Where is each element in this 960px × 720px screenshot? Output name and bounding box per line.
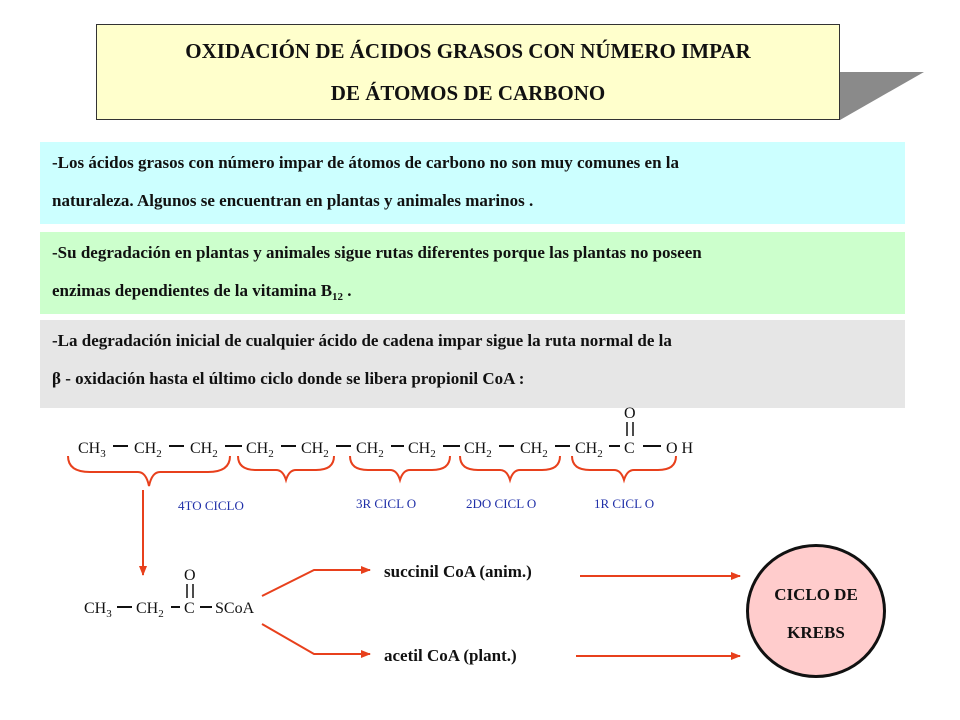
fatty-acid-chain (78, 405, 694, 460)
acetil-coa-label: acetil CoA (plant.) (384, 646, 517, 665)
krebs-line-1: CICLO DE (774, 585, 858, 604)
krebs-cycle-circle (746, 544, 886, 678)
cycle-braces (68, 456, 676, 486)
beta-symbol: β (52, 369, 61, 388)
title-line-2: DE ÁTOMOS DE CARBONO (330, 81, 606, 105)
label-3r-ciclo: 3R CICL O (356, 496, 417, 511)
chain-ch2-7: $CH_2$ (464, 440, 492, 460)
paragraph-1-line-1: -Los ácidos grasos con número impar de átomos de carbono no son muy comunes en la (52, 153, 679, 172)
chain-ch2-9: $CH_2$ (575, 440, 603, 460)
chain-ch2-6: $CH_2$ (408, 440, 436, 460)
label-1r-ciclo: 1R CICL O (594, 496, 655, 511)
prop-o: O (184, 567, 196, 584)
paragraph-2-line-1: -Su degradación en plantas y animales sigue rutas diferentes porque las plantas no poseen (52, 243, 702, 262)
title-box (96, 24, 840, 120)
chain-ch2-1: $CH_2$ (134, 440, 162, 460)
succinil-coa-label: succinil CoA (anim.) (384, 562, 532, 581)
paragraph-2-text: enzimas dependientes de la vitamina B (52, 281, 333, 300)
arrow-to-acetil (262, 624, 370, 654)
paragraph-3-line-1: -La degradación inicial de cualquier ácido de cadena impar sigue la ruta normal de la (52, 331, 672, 350)
label-2do-ciclo: 2DO CICL O (466, 496, 537, 511)
label-4to-ciclo: 4TO CICLO (178, 498, 244, 513)
chain-ch2-8: $CH_2$ (520, 440, 548, 460)
paragraph-3-text: - oxidación hasta el último ciclo donde se libera propionil CoA : (60, 369, 525, 388)
chain-ch2-4: $CH_2$ (301, 440, 329, 460)
propionyl-coa (84, 567, 255, 620)
chain-ch3: $CH_3$ (78, 440, 106, 460)
prop-c: C (184, 600, 195, 617)
prop-ch2: $CH_2$ (136, 600, 164, 620)
chain-carbonyl-c: C (624, 440, 635, 457)
chain-carbonyl-o: O (624, 405, 636, 422)
chain-ch2-5: $CH_2$ (356, 440, 384, 460)
cycle-labels (178, 496, 654, 513)
chain-ch2-3: $CH_2$ (246, 440, 274, 460)
brace-segment-a (238, 456, 334, 480)
chain-oh: O H (666, 440, 694, 457)
brace-1r-ciclo (572, 456, 676, 480)
vitamin-subscript: 12 (332, 291, 344, 303)
brace-4to-ciclo (68, 456, 230, 486)
prop-scoa: SCoA (215, 600, 255, 617)
prop-ch3: $CH_3$ (84, 600, 112, 620)
paragraph-2-end: . (343, 281, 352, 300)
krebs-line-2: KREBS (787, 623, 845, 642)
paragraph-1-line-2: naturaleza. Algunos se encuentran en plantas y animales marinos . (52, 191, 534, 210)
chain-ch2-2: $CH_2$ (190, 440, 218, 460)
title-line-1: OXIDACIÓN DE ÁCIDOS GRASOS CON NÚMERO IMPAR (185, 39, 751, 63)
arrow-to-succinil (262, 570, 370, 596)
